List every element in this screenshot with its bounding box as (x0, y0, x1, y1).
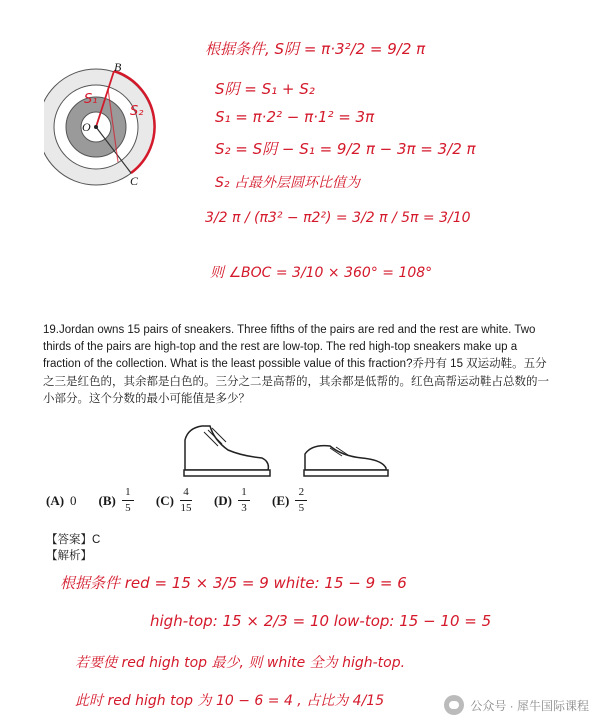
sneaker-illustrations (180, 420, 400, 480)
choice-b-numerator: 1 (125, 486, 131, 498)
s1-label: S₁ (84, 92, 98, 107)
wechat-icon (444, 695, 464, 715)
choice-c-label: (C) (155, 492, 174, 508)
handwritten-bottom-1: 根据条件 red = 15 × 3/5 = 9 white: 15 − 9 = 6 (60, 574, 407, 592)
choice-a-label: (A) (46, 492, 65, 508)
problem-text (43, 322, 553, 408)
s2-label: S₂ (130, 104, 144, 119)
choice-d-fraction (238, 487, 250, 514)
analysis-heading: 【解析】 (46, 550, 92, 562)
choice-e-fraction (295, 487, 307, 514)
choice-a-value: 0 (70, 492, 77, 508)
choice-c (156, 487, 192, 514)
choice-e-label: (E) (271, 492, 290, 508)
choice-b-fraction (122, 487, 134, 514)
handwritten-bottom-3: 若要使 red high top 最少, 则 white 全为 high-top. (75, 655, 406, 671)
handwritten-line-4: S₂ = S阴 − S₁ = 9/2 π − 3π = 3/2 π (215, 140, 476, 158)
point-o-label: O (82, 120, 91, 134)
point-c-label: C (130, 174, 139, 188)
choice-e-numerator: 2 (298, 486, 305, 498)
choice-c-fraction (180, 487, 192, 514)
watermark (444, 695, 589, 715)
handwritten-line-6: 3/2 π / (π3² − π2²) = 3/2 π / 5π = 3/10 (205, 210, 471, 226)
problem-english: 19.Jordan owns 15 pairs of sneakers. Three fifths of the pairs are red and the rest are white. Two thirds of the pairs are high-top and the rest are low-top. The red high-top sneakers make up a fraction of the collection. What is the least possible value of this fraction? (43, 324, 536, 371)
point-b-label: B (114, 60, 122, 74)
choice-b (99, 487, 134, 514)
annulus-figure (44, 62, 184, 212)
choice-e-denominator: 5 (298, 502, 305, 514)
choice-b-denominator: 5 (125, 502, 131, 514)
choice-b-label: (B) (98, 492, 116, 508)
handwritten-bottom-4: 此时 red high top 为 10 − 6 = 4 , 占比为 4/15 (75, 693, 385, 709)
choice-c-numerator: 4 (183, 486, 189, 498)
choice-d-label: (D) (213, 492, 232, 508)
choice-d (214, 487, 250, 514)
choice-c-denominator: 15 (180, 502, 192, 514)
handwritten-line-1: 根据条件, S阴 = π·3²/2 = 9/2 π (205, 40, 426, 58)
choice-a (46, 493, 77, 509)
answer-line: 【答案】C (46, 534, 101, 546)
handwritten-line-5: S₂ 占最外层圆环比值为 (215, 175, 360, 191)
answer-choices (46, 487, 307, 514)
problem-chinese: 乔丹有 15 双运动鞋。五分之三是红色的，其余都是白色的。三分之二是高帮的，其余都是低帮的。红色高帮运动鞋占总数的一小部分。这个分数的最小可能值是多少？ (43, 358, 549, 405)
handwritten-bottom-2: high-top: 15 × 2/3 = 10 low-top: 15 − 10 = 5 (150, 612, 492, 630)
high-top-sneaker-icon (180, 420, 400, 480)
handwritten-line-2: S阴 = S₁ + S₂ (215, 80, 315, 98)
handwritten-line-7: 则 ∠BOC = 3/10 × 360° = 108° (210, 265, 433, 281)
choice-d-denominator: 3 (241, 502, 247, 514)
handwritten-line-3: S₁ = π·2² − π·1² = 3π (215, 108, 375, 126)
choice-e (272, 487, 307, 514)
choice-d-numerator: 1 (241, 486, 247, 498)
watermark-text: 公众号 · 犀牛国际课程 (470, 698, 589, 713)
